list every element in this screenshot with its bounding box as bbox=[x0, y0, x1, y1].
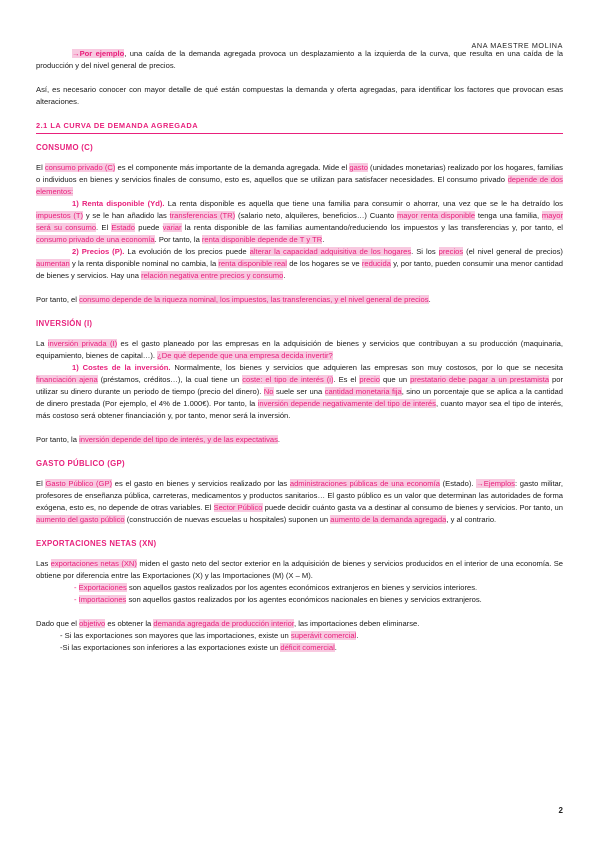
list-item: - Importaciones son aquellos gastos realizados por los agentes económicos nacionales en bienes y servicios extranjeros. bbox=[74, 595, 482, 604]
consumo-conclusion: Por tanto, el consumo depende de la riqueza nominal, los impuestos, las transferencias, y el nivel general de precios. bbox=[36, 295, 431, 304]
exportaciones-paragraph-1: Las exportaciones netas (XN) miden el gasto neto del sector exterior en la adquisición de bienes y servicios producidos en el interior de una economía. Se obtiene por diferencia entre las Exportaciones (X) y las Importaciones (M) (X – M). bbox=[36, 559, 564, 580]
inversion-paragraph-2: 1) Costes de la inversión. Normalmente, los bienes y servicios que adquieren las empresas son muy costosos, por lo que se necesita financiación ajena (préstamos, créditos…), la cual tiene un coste: el tipo de interés (i). Es el precio que un prestatario debe pagar a un prestamista por utilizar su dinero durante un periodo de tiempo (precio del dinero). No suele ser una cantidad monetaria fija, sino un porcentaje que se aplica a la cantidad de dinero prestada (Por ejemplo, el 4% de 1.000€). Por tanto, la inversión depende negativamente del tipo de interés, cuanto mayor sea el tipo de interés, más costoso será obtener financiación y, por tanto, menor será la inversión. bbox=[36, 363, 564, 420]
inversion-conclusion: Por tanto, la inversión depende del tipo de interés, y de las expectativas. bbox=[36, 435, 281, 444]
inversion-paragraph-1: La inversión privada (I) es el gasto planeado por las empresas en la adquisición de bienes y servicios que contribuyan a su producción (maquinaria, equipamiento, bienes de capital…). ¿De qué depende que una empresa decida invertir? bbox=[36, 339, 564, 360]
intro-paragraph-1: →Por ejemplo, una caída de la demanda agregada provoca un desplazamiento a la izquierda de la curva, que resulta en una caída de la producción y del nivel general de precios. bbox=[36, 49, 563, 70]
inversion-heading: INVERSIÓN (I) bbox=[36, 319, 93, 328]
list-item: -Si las exportaciones son inferiores a las exportaciones existe un déficit comercial. bbox=[60, 643, 337, 652]
exportaciones-heading: EXPORTACIONES NETAS (XN) bbox=[36, 539, 157, 548]
author-header: ANA MAESTRE MOLINA bbox=[471, 41, 563, 50]
gasto-paragraph-1: El Gasto Público (GP) es el gasto en bienes y servicios realizado por las administraciones públicas de una economía (Estado). →Ejemplos: gasto militar, profesores de enseñanza pública, carreteras, medicamentos y productos sanitarios… El gasto público es un valor que determinan las autoridades de forma exógena, esto es, no depende de otras variables. El Sector Público puede decidir cuánto gasta va a destinar al consumo de bienes y servicios. Por tanto, un aumento del gasto público (construcción de nuevas escuelas u hospitales) suponen un aumento de la demanda agregada, y al contrario. bbox=[36, 479, 564, 524]
gasto-heading: GASTO PÚBLICO (GP) bbox=[36, 459, 125, 468]
intro-paragraph-2: Así, es necesario conocer con mayor detalle de qué están compuestas la demanda y oferta agregadas, para identificar los factores que provocan esas alteraciones. bbox=[36, 85, 563, 106]
consumo-paragraph-2: 1) Renta disponible (Yd). La renta disponible es aquella que tiene una familia para consumir o ahorrar, una vez que se le ha detraído los impuestos (T) y se le han añadido las transferencias (TR) (salario neto, alquileres, beneficios…) Cuanto mayor renta disponible tenga una familia, mayor será su consumo. El Estado puede variar la renta disponible de las familias aumentando/reduciendo los impuestos y las transferencias y, por tanto, el consumo privado de una economía. Por tanto, la renta disponible depende de T y TR. bbox=[36, 199, 563, 244]
consumo-paragraph-1: El consumo privado (C) es el componente más importante de la demanda agregada. Mide el gasto (unidades monetarias) realizado por los hogares, familias o individuos en bienes y servicios finales de consumo, esto es, aquellos que se utilizan para satisfacer necesidades. El consumo privado depende de dos elementos: bbox=[36, 163, 563, 196]
list-item: - Exportaciones son aquellos gastos realizados por los agentes económicos extranjeros en bienes y servicios interiores. bbox=[74, 583, 478, 592]
consumo-heading: CONSUMO (C) bbox=[36, 143, 94, 152]
exportaciones-paragraph-2: Dado que el objetivo es obtener la demanda agregada de producción interior, las importaciones deben eliminarse. bbox=[36, 619, 420, 628]
page-number: 2 bbox=[558, 806, 563, 815]
page-content bbox=[36, 48, 563, 654]
consumo-paragraph-3: 2) Precios (P). La evolución de los precios puede alterar la capacidad adquisitiva de los hogares. Si los precios (el nivel general de precios) aumentan y la renta disponible nominal no cambia, la renta disponible real de los hogares se ve reducida y, por tanto, pueden consumir una menor cantidad de bienes y servicios. Hay una relación negativa entre precios y consumo. bbox=[36, 247, 564, 280]
list-item: - Si las exportaciones son mayores que las importaciones, existe un superávit comercial. bbox=[60, 631, 359, 640]
section-title: 2.1 LA CURVA DE DEMANDA AGREGADA bbox=[36, 120, 563, 134]
